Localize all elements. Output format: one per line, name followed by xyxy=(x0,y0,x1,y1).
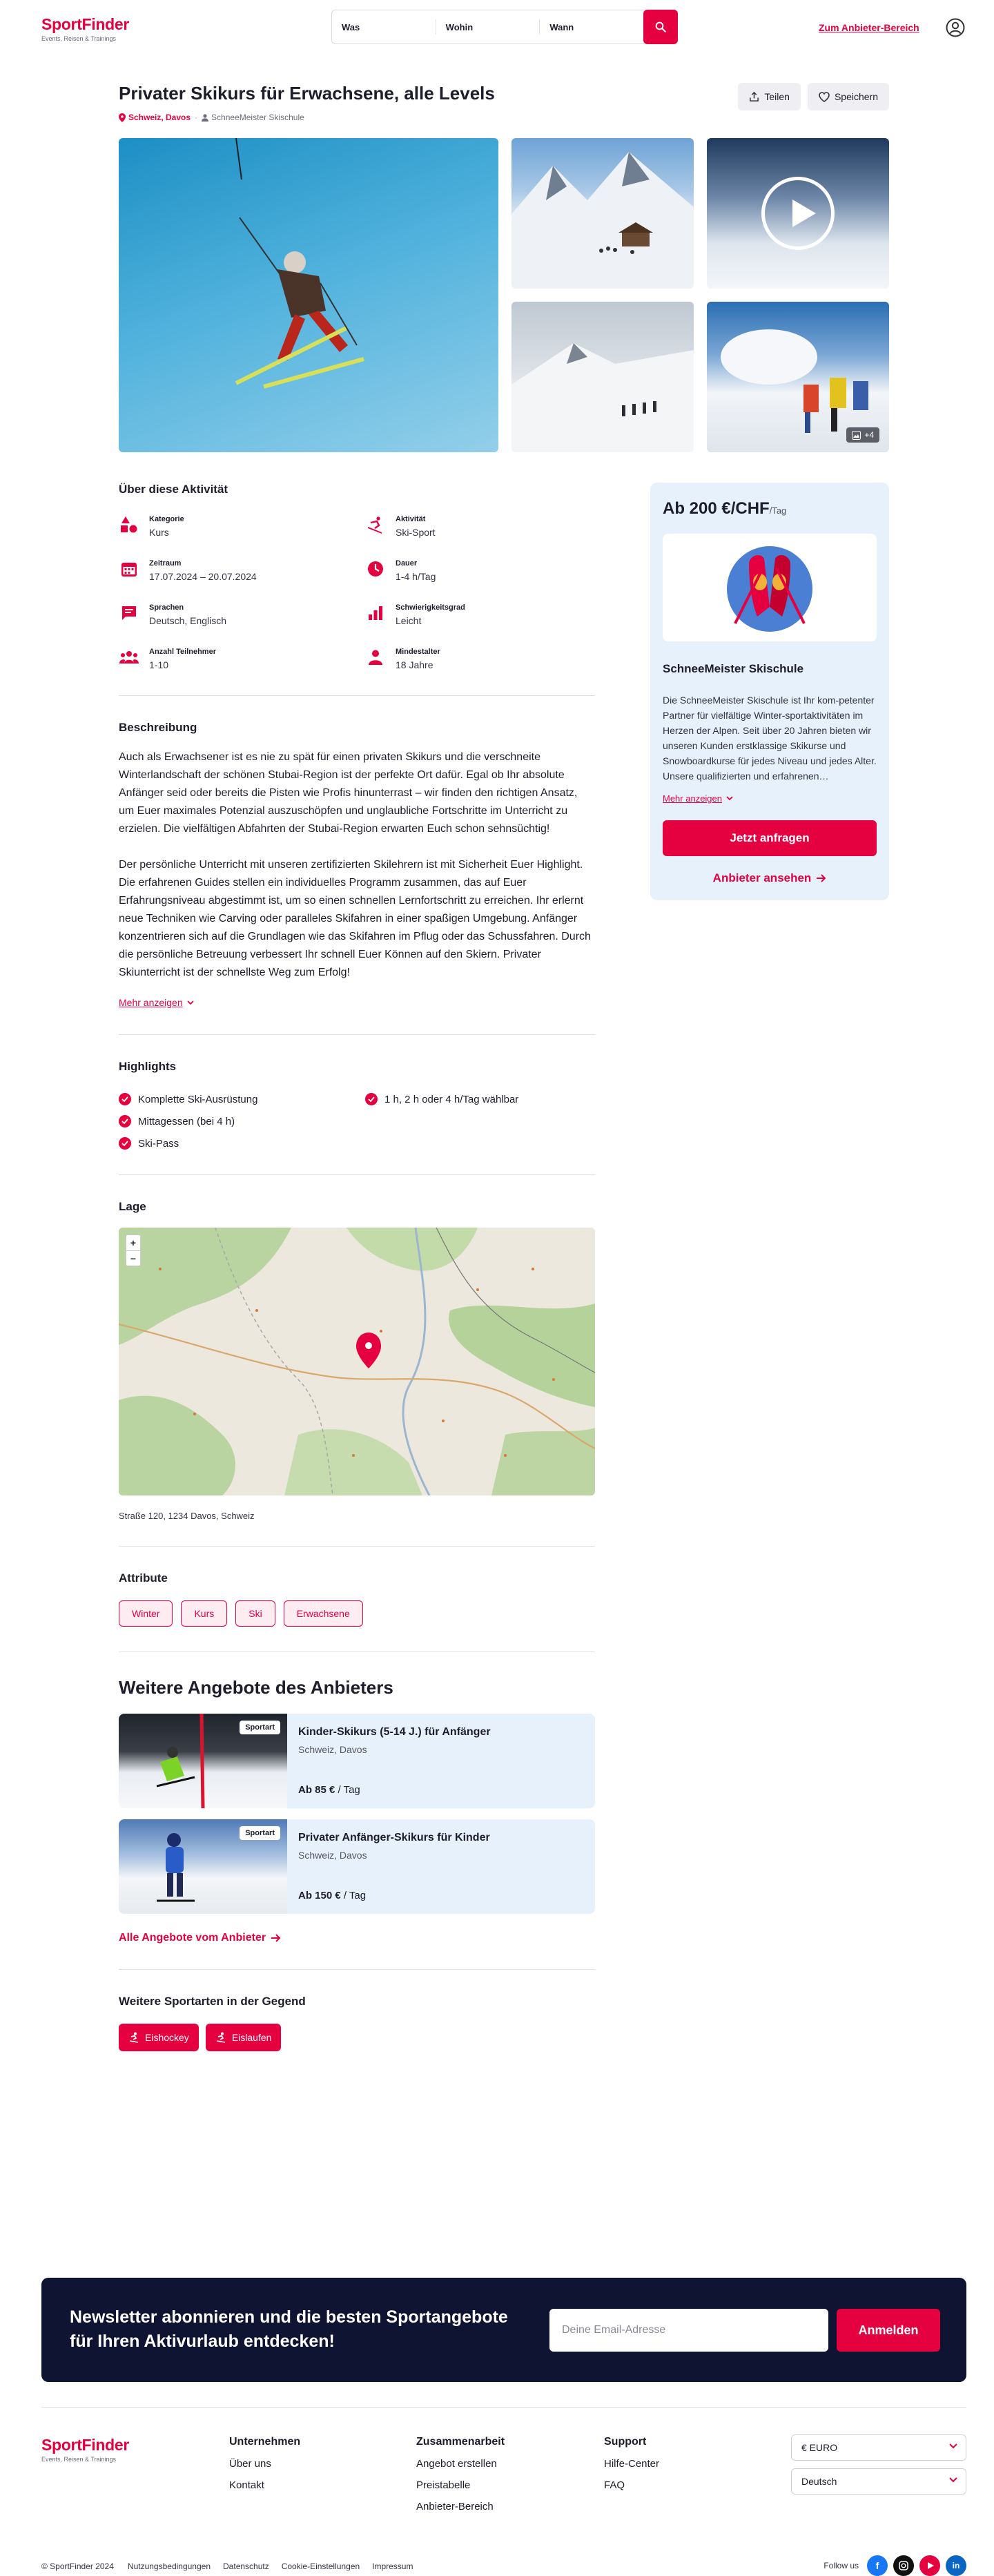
offer-card[interactable] xyxy=(119,1714,595,1808)
footer-column-heading: Unternehmen xyxy=(229,2436,301,2448)
fact-label: Zeitraum xyxy=(149,559,182,568)
brand-name: SportFinder xyxy=(41,2436,130,2454)
save-button[interactable] xyxy=(808,83,889,110)
provider-show-more-link[interactable] xyxy=(663,793,733,804)
sport-label: Eislaufen xyxy=(231,2032,272,2043)
highlight-item xyxy=(119,1115,365,1127)
play-icon[interactable] xyxy=(761,177,835,250)
attribute-chip[interactable]: Kurs xyxy=(181,1600,227,1627)
site-logo[interactable] xyxy=(41,15,129,42)
fact-label: Mindestalter xyxy=(396,648,440,656)
chevron-down-icon xyxy=(949,2443,957,2449)
page-title: Privater Skikurs für Erwachsene, alle Levels xyxy=(119,83,495,104)
newsletter-title-line: für Ihren Aktivurlaub entdecken! xyxy=(70,2332,335,2351)
search-when-field[interactable]: Wann xyxy=(549,21,574,32)
request-button[interactable]: Jetzt anfragen xyxy=(663,820,877,856)
footer-link[interactable]: Angebot erstellen xyxy=(416,2458,497,2470)
offer-badge: Sportart xyxy=(240,1826,280,1840)
fact-label: Dauer xyxy=(396,559,418,568)
section-divider xyxy=(119,695,595,696)
section-divider xyxy=(119,1969,595,1970)
fact-label: Sprachen xyxy=(149,603,184,612)
check-icon xyxy=(365,1093,378,1105)
gallery-photo[interactable] xyxy=(511,138,694,289)
map-terrain xyxy=(119,1228,595,1495)
price-unit: /Tag xyxy=(769,505,787,516)
price-info xyxy=(663,499,877,519)
section-divider xyxy=(119,1034,595,1035)
more-photos-count: +4 xyxy=(864,430,874,440)
offer-info xyxy=(287,1714,595,1808)
section-heading: Weitere Sportarten in der Gegend xyxy=(119,1995,306,2008)
check-icon xyxy=(119,1137,131,1150)
fact-period xyxy=(119,559,365,582)
location-map[interactable] xyxy=(119,1228,595,1495)
listing-meta xyxy=(119,113,304,122)
provider-name: SchneeMeister Skischule xyxy=(663,662,804,675)
details-column xyxy=(119,483,595,2051)
search-where-field[interactable]: Wohin xyxy=(436,19,540,35)
share-icon xyxy=(749,92,759,102)
site-header xyxy=(0,0,994,55)
footer-link[interactable]: Anbieter-Bereich xyxy=(416,2501,494,2512)
search-button[interactable] xyxy=(643,10,678,44)
nearby-sports-list xyxy=(119,2024,595,2051)
highlight-label: Mittagessen (bei 4 h) xyxy=(138,1115,235,1127)
footer-link[interactable]: Hilfe-Center xyxy=(604,2458,660,2470)
chevron-down-icon xyxy=(187,1000,194,1005)
share-label: Teilen xyxy=(764,91,790,102)
group-icon xyxy=(119,647,139,668)
highlight-label: Komplette Ski-Ausrüstung xyxy=(138,1093,258,1105)
offer-info xyxy=(287,1819,595,1914)
arrow-right-icon xyxy=(817,874,826,882)
person-icon xyxy=(365,647,386,668)
provider-area-link[interactable]: Zum Anbieter-Bereich xyxy=(819,22,919,33)
location-text: Schweiz, Davos xyxy=(128,113,191,122)
section-heading: Weitere Angebote des Anbieters xyxy=(119,1677,393,1698)
linkedin-icon[interactable]: in xyxy=(946,2555,966,2576)
fact-value: Leicht xyxy=(396,615,422,626)
instagram-icon[interactable] xyxy=(893,2555,914,2576)
sport-button[interactable] xyxy=(206,2024,282,2051)
description-section xyxy=(119,721,595,1009)
legal-links xyxy=(41,2562,413,2571)
activity-facts xyxy=(119,514,595,670)
sport-button[interactable] xyxy=(119,2024,199,2051)
section-heading: Beschreibung xyxy=(119,721,197,734)
fact-category xyxy=(119,514,365,538)
hikers-illustration xyxy=(511,302,694,452)
view-provider-label: Anbieter ansehen xyxy=(712,871,812,884)
skater-icon xyxy=(128,2032,139,2043)
footer-link[interactable]: Kontakt xyxy=(229,2479,264,2491)
section-heading: Attribute xyxy=(119,1571,168,1585)
provider-about: Die SchneeMeister Skischule ist Ihr kom-petenter Partner für vielfältige Winter-sportaktivitäten im Herzen der Alpen. Seit über 20 Jahren bieten wir unseren Kunden erstklassige Skikurse und Snowboardkurse für jedes Niveau und jedes Alter. Unsere qualifizierten und erfahrenen… xyxy=(663,695,877,782)
footer-column-partnership xyxy=(416,2436,505,2512)
share-button[interactable] xyxy=(738,83,801,110)
all-offers-link[interactable] xyxy=(119,1932,281,1944)
mountain-hut-illustration xyxy=(511,138,694,289)
fact-value: Deutsch, Englisch xyxy=(149,615,227,626)
fact-label: Kategorie xyxy=(149,515,184,523)
copyright-text: © SportFinder 2024 xyxy=(41,2562,114,2571)
offer-badge: Sportart xyxy=(240,1721,280,1734)
skier-icon xyxy=(365,514,386,535)
highlight-label: 1 h, 2 h oder 4 h/Tag wählbar xyxy=(384,1093,519,1105)
offer-location: Schweiz, Davos xyxy=(298,1744,367,1755)
fact-value: 18 Jahre xyxy=(396,659,433,670)
footer-column-heading: Zusammenarbeit xyxy=(416,2436,505,2448)
map-zoom-controls xyxy=(126,1234,141,1266)
fact-label: Anzahl Teilnehmer xyxy=(149,648,216,656)
zoom-out-button[interactable]: − xyxy=(126,1250,140,1266)
highlights-section xyxy=(119,1060,595,1150)
offer-title: Privater Anfänger-Skikurs für Kinder xyxy=(298,1832,490,1843)
search-what-field[interactable]: Was xyxy=(332,19,436,35)
brand-tagline: Events, Reisen & Trainings xyxy=(41,35,117,42)
clock-icon xyxy=(365,559,386,579)
social-links xyxy=(824,2555,966,2576)
address-text: Straße 120, 1234 Davos, Schweiz xyxy=(119,1511,255,1521)
all-offers-label: Alle Angebote vom Anbieter xyxy=(119,1932,266,1944)
provider-card xyxy=(650,483,889,900)
highlight-item xyxy=(119,1137,365,1150)
fact-languages xyxy=(119,603,365,626)
newsletter-title xyxy=(70,2305,508,2354)
footer-column-company xyxy=(229,2436,300,2491)
pin-icon xyxy=(119,113,126,122)
check-icon xyxy=(119,1115,131,1127)
grid-spacer xyxy=(365,1115,593,1127)
show-more-link[interactable] xyxy=(119,997,194,1008)
fact-difficulty xyxy=(365,603,593,626)
legal-link[interactable]: Nutzungsbedingungen xyxy=(127,2562,211,2571)
fact-duration xyxy=(365,559,593,582)
skier-jump-illustration xyxy=(119,138,498,452)
offer-price-value: Ab 85 € xyxy=(298,1784,335,1796)
fact-value: Kurs xyxy=(149,527,169,538)
location-link[interactable] xyxy=(119,113,191,122)
offer-card[interactable] xyxy=(119,1819,595,1914)
newsletter-submit-button[interactable]: Anmelden xyxy=(837,2309,940,2352)
calendar-icon xyxy=(119,559,139,579)
offer-image xyxy=(119,1819,287,1914)
save-label: Speichern xyxy=(834,91,878,102)
main-content xyxy=(119,483,889,2051)
attribute-chip[interactable]: Erwachsene xyxy=(284,1600,363,1627)
fact-min-age xyxy=(365,647,593,670)
currency-value: € EURO xyxy=(801,2442,838,2453)
shapes-icon xyxy=(119,514,139,535)
highlight-item xyxy=(119,1093,365,1105)
offer-price-unit: / Tag xyxy=(340,1890,367,1901)
footer-link[interactable]: Über uns xyxy=(229,2458,271,2470)
fact-label: Aktivität xyxy=(396,515,426,523)
offer-price-unit: / Tag xyxy=(335,1784,360,1796)
section-divider xyxy=(119,1546,595,1547)
attributes-section xyxy=(119,1571,595,1627)
gallery-photo[interactable] xyxy=(511,302,694,452)
section-heading: Lage xyxy=(119,1200,146,1213)
brand-name: SportFinder xyxy=(41,15,130,33)
newsletter-banner xyxy=(41,2278,966,2382)
show-more-label: Mehr anzeigen xyxy=(119,997,183,1008)
arrow-right-icon xyxy=(271,1934,281,1942)
chat-icon xyxy=(119,603,139,623)
search-bar xyxy=(331,10,678,44)
footer-column-support xyxy=(604,2436,659,2491)
youtube-icon[interactable] xyxy=(919,2555,940,2576)
newsletter-email-input[interactable]: Deine Email-Adresse xyxy=(549,2309,828,2352)
provider-show-more-label: Mehr anzeigen xyxy=(663,793,722,804)
fact-participants xyxy=(119,647,365,670)
offer-image xyxy=(119,1714,287,1808)
offer-location: Schweiz, Davos xyxy=(298,1850,367,1861)
offer-price xyxy=(298,1784,360,1796)
follow-label: Follow us xyxy=(824,2561,859,2570)
fact-label: Schwierigkeitsgrad xyxy=(396,603,465,612)
sport-label: Eishockey xyxy=(145,2032,189,2043)
offer-price xyxy=(298,1890,366,1901)
fact-value: 17.07.2024 – 20.07.2024 xyxy=(149,571,257,582)
attribute-chip[interactable]: Ski xyxy=(235,1600,275,1627)
footer-column-heading: Support xyxy=(604,2436,647,2448)
currency-select[interactable] xyxy=(791,2434,966,2461)
provider-link[interactable] xyxy=(202,113,304,122)
footer-link[interactable]: FAQ xyxy=(604,2479,625,2491)
user-account-icon[interactable] xyxy=(946,18,965,41)
zoom-in-button[interactable]: + xyxy=(130,1237,137,1248)
footer-logo[interactable] xyxy=(41,2436,129,2463)
fact-activity xyxy=(365,514,593,538)
check-icon xyxy=(119,1093,131,1105)
price-value: Ab 200 €/CHF xyxy=(663,499,770,518)
site-footer xyxy=(0,2407,994,2571)
highlight-item xyxy=(365,1093,593,1105)
section-heading: Highlights xyxy=(119,1060,177,1073)
legal-link[interactable]: Impressum xyxy=(372,2562,413,2571)
fact-value: Ski-Sport xyxy=(396,527,436,538)
fact-value: 1-10 xyxy=(149,659,169,670)
fact-value: 1-4 h/Tag xyxy=(396,571,436,582)
more-offers-section xyxy=(119,1677,595,1944)
view-provider-link[interactable] xyxy=(663,871,877,885)
gallery-photo[interactable] xyxy=(707,302,889,452)
language-value: Deutsch xyxy=(801,2476,837,2487)
bars-icon xyxy=(365,603,386,623)
search-icon xyxy=(654,21,667,33)
facebook-icon[interactable]: f xyxy=(867,2555,888,2576)
description-paragraph: Der persönliche Unterricht mit unseren zertifizierten Skilehrern ist mit Sicherheit Euer Highlight. Die erfahrenen Guides stellen ein individuelles Programm zusammen, das auf Euer Erfahrungsniveau abgestimmt ist, um so einen schnellen Lernfortschritt zu erreichen. Ihr erlernt neue Techniken wie Carving oder paralleles Skifahren in einer spaßigen Umgebung. Anfänger konzentrieren sich auf die Grundlagen wie das Skifahren im Pflug oder das Schussfahren. Durch die persönliche Betreuung verbessert Ihr schnell Euer Können auf den Skiern. Privater Skiunterricht ist der schnellste Weg zum Erfolg! xyxy=(119,859,591,978)
more-photos-badge[interactable] xyxy=(846,427,879,443)
attribute-chips xyxy=(119,1600,595,1627)
attribute-chip[interactable]: Winter xyxy=(119,1600,173,1627)
legal-link[interactable]: Datenschutz xyxy=(223,2562,269,2571)
nearby-sports-section xyxy=(119,1995,595,2051)
footer-link[interactable]: Preistabelle xyxy=(416,2479,471,2491)
photo-gallery xyxy=(119,138,889,452)
chevron-down-icon xyxy=(726,796,733,801)
meta-separator: · xyxy=(195,113,198,122)
brand-tagline: Events, Reisen & Trainings xyxy=(41,2456,117,2463)
listing-actions xyxy=(738,83,889,110)
footer-divider xyxy=(41,2407,966,2408)
heart-icon xyxy=(819,92,830,102)
chevron-down-icon xyxy=(949,2477,957,2483)
ski-school-logo xyxy=(721,541,818,635)
newsletter-title-line: Newsletter abonnieren und die besten Sportangebote xyxy=(70,2307,508,2327)
video-thumbnail[interactable] xyxy=(707,138,889,289)
booking-sidebar xyxy=(650,483,889,900)
highlight-label: Ski-Pass xyxy=(138,1137,179,1150)
provider-logo xyxy=(663,534,877,641)
highlights-list xyxy=(119,1093,595,1150)
listing-header xyxy=(119,83,889,138)
location-section xyxy=(119,1200,595,1521)
main-photo[interactable] xyxy=(119,138,498,452)
skater-icon xyxy=(215,2032,226,2043)
offer-price-value: Ab 150 € xyxy=(298,1890,341,1901)
language-select[interactable] xyxy=(791,2468,966,2495)
section-divider xyxy=(119,1174,595,1175)
provider-name: SchneeMeister Skischule xyxy=(211,113,304,122)
offer-title: Kinder-Skikurs (5-14 J.) für Anfänger xyxy=(298,1726,491,1738)
legal-link[interactable]: Cookie-Einstellungen xyxy=(281,2562,360,2571)
section-heading: Über diese Aktivität xyxy=(119,483,228,496)
description-paragraph: Auch als Erwachsener ist es nie zu spät für einen privaten Skikurs und die verschneite Winterlandschaft der schönen Stubai-Region ist der perfekte Ort dafür. Egal ob Ihr absolute Anfänger seid oder bereits die Pisten wie Profis hinunterrast – wir finden den richtigen Ansatz, um Euer maximales Potenzial auszuschöpfen und unglaubliche Fortschritte im Unterricht zu erzielen. Die vielfältigen Abfahrten der Stubai-Region erwarten Euch schon sehnsüchtig! xyxy=(119,751,578,835)
person-icon xyxy=(202,114,208,122)
image-icon xyxy=(852,431,861,440)
